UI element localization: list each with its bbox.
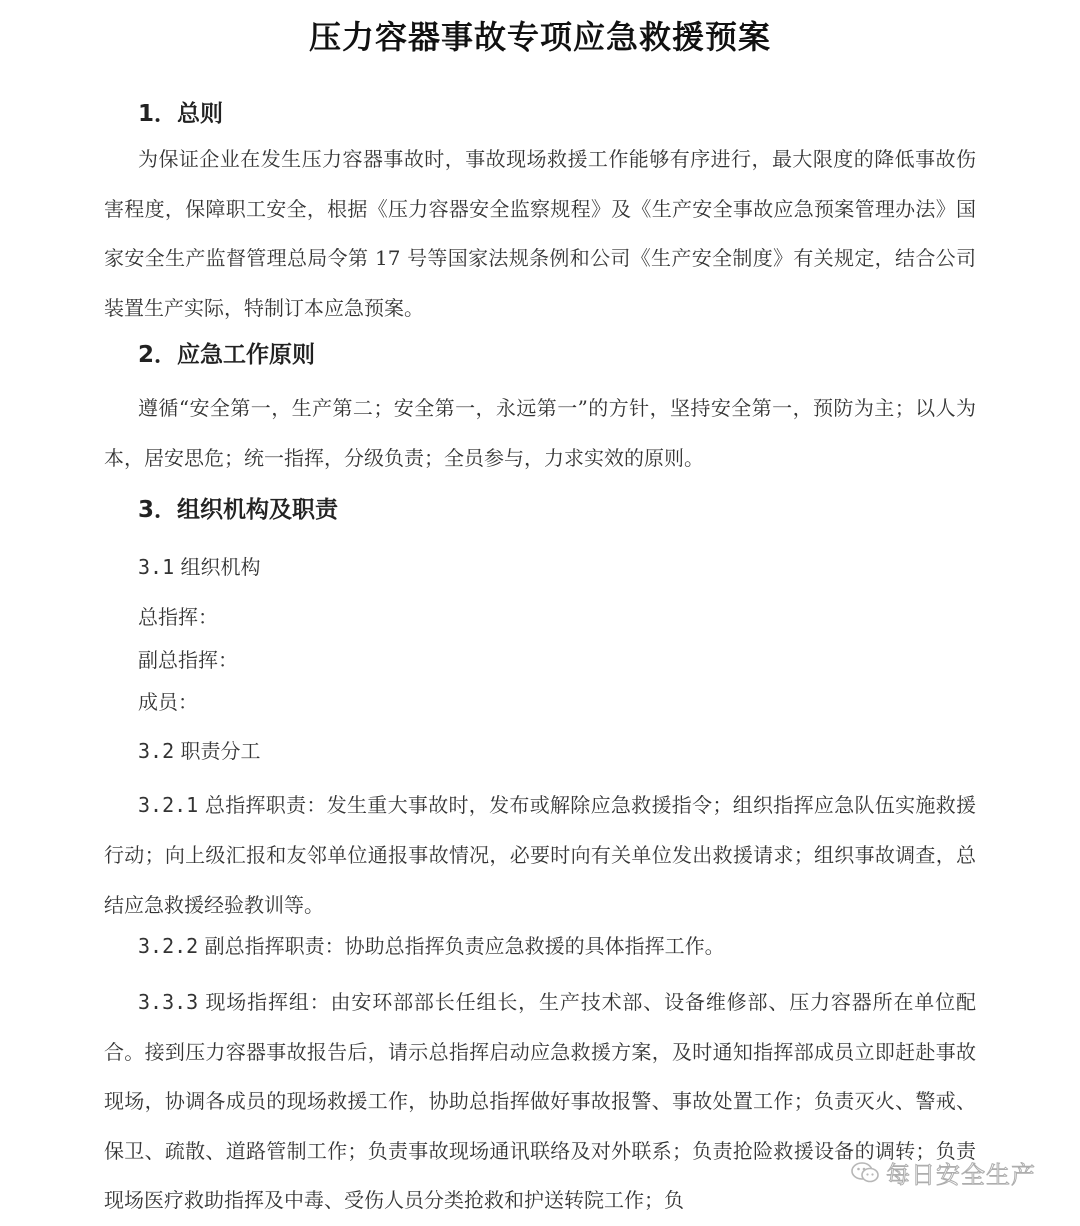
duty-item-number: 3.2.2 [138,934,199,958]
duty-item-number: 3.2.1 [138,793,199,817]
duty-item-text: 现场指挥组：由安环部部长任组长，生产技术部、设备维修部、压力容器所在单位配合。接到压力容器事故报告后，请示总指挥启动应急救援方案，及时通知指挥部成员立即赶赴事故现场，协调各成员的现场救援工作，协助总指挥做好事故报警、事故处置工作；负责灭火、警戒、保卫、疏散、道路管制工作；负责事故现场通讯联络及对外联系；负责抢险救援设备的调转；负责现场医疗救助指挥及中毒、受伤人员分类抢救和护送转院工作；负 [104,990,977,1212]
section-2-paragraph: 遵循“安全第一，生产第二；安全第一，永远第一”的方针，坚持安全第一，预防为主；以人为本，居安思危；统一指挥，分级负责；全员参与，力求实效的原则。 [104,396,976,470]
section-1-heading: 1．总则 [138,101,224,127]
subsection-3-2 [138,735,260,764]
duty-item-text: 副总指挥职责：协助总指挥负责应急救援的具体指挥工作。 [204,934,725,958]
subsection-label: 职责分工 [180,739,261,763]
section-3-heading: 3．组织机构及职责 [138,497,339,523]
wechat-watermark [850,1155,1036,1190]
duty-item-field-command [104,978,976,1226]
wechat-icon [850,1160,880,1186]
watermark-text: 每日安全生产 [886,1161,1036,1189]
duty-item-number: 3.3.3 [138,990,199,1014]
subsection-number: 3.2 [138,739,175,763]
subsection-label: 组织机构 [180,555,261,579]
duty-item-text: 总指挥职责：发生重大事故时，发布或解除应急救援指令；组织指挥应急队伍实施救援行动；向上级汇报和友邻单位通报事故情况，必要时向有关单位发出救援请求；组织事故调查，总结应急救援经验教训等。 [104,793,977,917]
role-commander: 总指挥： [138,605,218,629]
document-title: 压力容器事故专项应急救援预案 [308,18,771,56]
role-deputy-commander: 副总指挥： [138,648,238,672]
section-2-heading: 2．应急工作原则 [138,342,316,368]
role-members: 成员： [138,690,198,714]
subsection-number: 3.1 [138,555,175,579]
section-1-paragraph: 为保证企业在发生压力容器事故时，事故现场救援工作能够有序进行，最大限度的降低事故伤害程度，保障职工安全，根据《压力容器安全监察规程》及《生产安全事故应急预案管理办法》国家安全生产监督管理总局令第 17 号等国家法规条例和公司《生产安全制度》有关规定，结合公司装置生产实际，特制订本应急预案。 [104,147,976,320]
duty-item-commander [104,780,976,930]
duty-item-deputy [104,921,976,971]
subsection-3-1 [138,551,260,580]
